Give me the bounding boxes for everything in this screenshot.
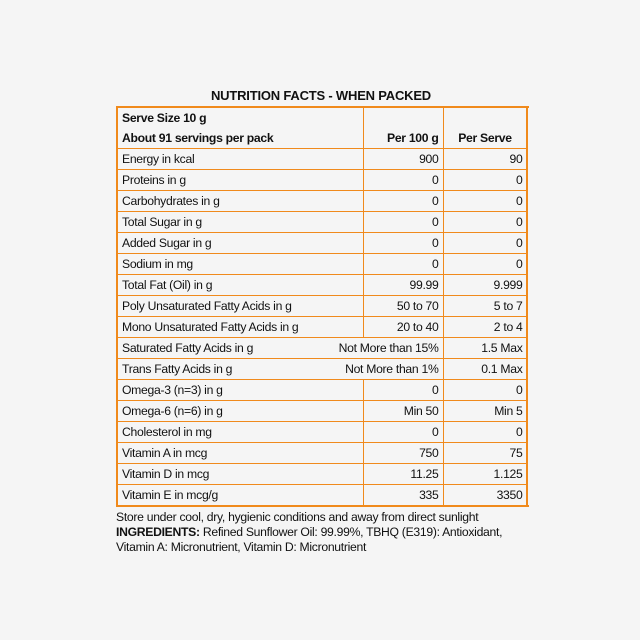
table-row (117, 212, 527, 233)
value-per-serve: 0 (443, 422, 527, 443)
value-per-100g: 20 to 40 (363, 317, 443, 338)
table-row (117, 401, 527, 422)
nutrient-name: Vitamin E in mcg/g (117, 485, 363, 507)
nutrient-name: Mono Unsaturated Fatty Acids in g (117, 317, 363, 338)
header-blank-per100 (363, 107, 443, 128)
table-row (117, 233, 527, 254)
value-per-100g: 11.25 (363, 464, 443, 485)
value-per-serve: 0 (443, 254, 527, 275)
header-row-2 (117, 128, 527, 149)
value-per-serve: 5 to 7 (443, 296, 527, 317)
ingredients-text: Refined Sunflower Oil: 99.99%, TBHQ (E319): Antioxidant, Vitamin A: Micronutrient, Vitamin D: Micronutrient (116, 525, 503, 554)
label-title: NUTRITION FACTS - WHEN PACKED (210, 88, 431, 103)
table-row (117, 338, 527, 359)
header-per-100g: Per 100 g (363, 128, 443, 149)
value-per-serve: 90 (443, 149, 527, 170)
header-row-1 (117, 107, 527, 128)
table-row (117, 170, 527, 191)
nutrient-name-and-per100 (117, 338, 443, 359)
nutrient-rows (117, 149, 527, 507)
ingredients-label: INGREDIENTS: (116, 525, 200, 539)
value-per-serve: Min 5 (443, 401, 527, 422)
table-row (117, 359, 527, 380)
nutrient-name: Added Sugar in g (117, 233, 363, 254)
ingredients (116, 525, 526, 555)
value-per-100g: 0 (363, 191, 443, 212)
table-row (117, 149, 527, 170)
value-per-100g: Not More than 15% (338, 340, 439, 355)
nutrient-name: Vitamin D in mcg (117, 464, 363, 485)
nutrient-name: Total Sugar in g (117, 212, 363, 233)
table-row (117, 443, 527, 464)
value-per-serve: 1.125 (443, 464, 527, 485)
table-row (117, 380, 527, 401)
nutrition-table (116, 106, 528, 507)
table-row (117, 422, 527, 443)
value-per-serve: 0 (443, 233, 527, 254)
nutrient-name: Cholesterol in mg (117, 422, 363, 443)
table-row (117, 464, 527, 485)
storage-instructions: Store under cool, dry, hygienic conditions and away from direct sunlight (116, 510, 479, 524)
value-per-serve: 2 to 4 (443, 317, 527, 338)
value-per-serve: 0.1 Max (443, 359, 527, 380)
nutrient-name-and-per100 (117, 359, 443, 380)
nutrient-name: Omega-6 (n=6) in g (117, 401, 363, 422)
value-per-100g: 0 (363, 380, 443, 401)
value-per-100g: 0 (363, 170, 443, 191)
value-per-serve: 1.5 Max (443, 338, 527, 359)
table-row (117, 191, 527, 212)
value-per-100g: 335 (363, 485, 443, 507)
value-per-100g: 0 (363, 233, 443, 254)
nutrient-name: Omega-3 (n=3) in g (117, 380, 363, 401)
value-per-100g: 99.99 (363, 275, 443, 296)
value-per-100g: Not More than 1% (345, 361, 439, 376)
value-per-100g: 0 (363, 254, 443, 275)
value-per-100g: 50 to 70 (363, 296, 443, 317)
header-blank-perserve (443, 107, 527, 128)
nutrient-name: Proteins in g (117, 170, 363, 191)
nutrient-name: Poly Unsaturated Fatty Acids in g (117, 296, 363, 317)
value-per-serve: 0 (443, 380, 527, 401)
value-per-100g: 0 (363, 212, 443, 233)
value-per-serve: 0 (443, 191, 527, 212)
nutrient-name: Carbohydrates in g (117, 191, 363, 212)
value-per-serve: 75 (443, 443, 527, 464)
nutrient-name: Vitamin A in mcg (117, 443, 363, 464)
nutrient-name: Trans Fatty Acids in g (122, 361, 233, 376)
value-per-100g: 750 (363, 443, 443, 464)
nutrient-name: Total Fat (Oil) in g (117, 275, 363, 296)
value-per-100g: 900 (363, 149, 443, 170)
label-footer (116, 510, 526, 555)
nutrient-name: Saturated Fatty Acids in g (122, 340, 254, 355)
value-per-serve: 0 (443, 170, 527, 191)
nutrient-name: Energy in kcal (117, 149, 363, 170)
table-row (117, 275, 527, 296)
value-per-100g: Min 50 (363, 401, 443, 422)
value-per-serve: 3350 (443, 485, 527, 507)
table-row (117, 254, 527, 275)
table-row (117, 317, 527, 338)
nutrition-label (116, 85, 526, 555)
serve-size: Serve Size 10 g (117, 107, 363, 128)
value-per-serve: 9.999 (443, 275, 527, 296)
servings-per-pack: About 91 servings per pack (117, 128, 363, 149)
value-per-100g: 0 (363, 422, 443, 443)
table-row (117, 296, 527, 317)
table-row (117, 485, 527, 507)
header-per-serve: Per Serve (443, 128, 527, 149)
value-per-serve: 0 (443, 212, 527, 233)
nutrient-name: Sodium in mg (117, 254, 363, 275)
